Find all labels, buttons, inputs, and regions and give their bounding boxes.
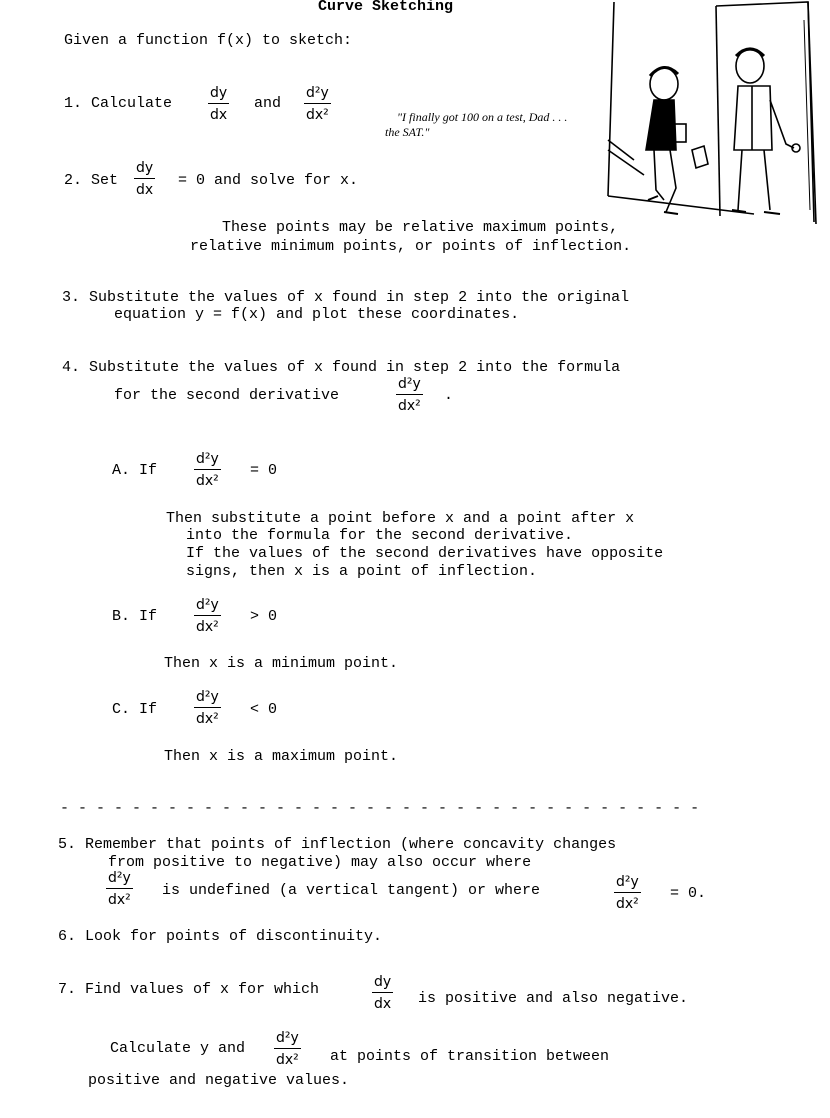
step4-d2y-dx2-fraction [396,376,423,414]
fraction-numerator: dy [134,160,155,179]
fraction-denominator: dx² [196,473,219,489]
case-b-condition: > 0 [250,608,278,625]
case-c-text: Then x is a maximum point. [164,748,399,765]
fraction-denominator: dx² [196,711,219,727]
case-c-fraction [194,689,221,727]
page-title: Curve Sketching [318,0,454,15]
fraction-numerator: d²y [304,85,331,104]
step7-line1b: is positive and also negative. [418,990,689,1007]
step7-calc-b: at points of transition between [330,1048,610,1065]
fraction-numerator: d²y [614,874,641,893]
fraction-denominator: dx² [196,619,219,635]
fraction-numerator: d²y [194,689,221,708]
fraction-numerator: d²y [194,451,221,470]
step1-and: and [254,95,282,112]
step2-note-line2: relative minimum points, or points of inflection. [190,238,632,255]
fraction-denominator: dx² [108,892,131,908]
step4-line2: for the second derivative [114,387,340,404]
fraction-numerator: d²y [194,597,221,616]
dashed-divider: - - - - - - - - - - - - - - - - - - - - - - - - - - - - - - - - - - - - [60,800,700,817]
cartoon-caption-line1: "I finally got 100 on a test, Dad . . . [397,110,568,124]
fraction-denominator: dx² [398,398,421,414]
step5-d2y-dx2-fraction [106,870,133,908]
case-a-label: A. If [112,462,158,479]
case-b-fraction [194,597,221,635]
step2-note-line1: These points may be relative maximum points, [222,219,619,236]
case-c-condition: < 0 [250,701,278,718]
step4-period: . [444,387,454,404]
case-a-text1: Then substitute a point before x and a point after x [166,510,635,527]
fraction-numerator: d²y [396,376,423,395]
cartoon-caption [385,110,615,140]
step7-calc-a: Calculate y and [110,1040,246,1057]
case-a-text3: If the values of the second derivatives have opposite [186,545,664,562]
step2-equation: = 0 and solve for x. [178,172,359,189]
case-c-label: C. If [112,701,158,718]
fraction-numerator: dy [208,85,229,104]
case-a-text2: into the formula for the second derivative. [186,527,574,544]
fraction-numerator: d²y [106,870,133,889]
step2-label: 2. Set [64,172,119,189]
fraction-denominator: dx² [616,896,639,912]
step7-line3: positive and negative values. [88,1072,350,1089]
fraction-denominator: dx [210,107,228,123]
step2-dy-dx-fraction [134,160,155,198]
fraction-denominator: dx² [306,107,329,123]
step5-end: = 0. [670,885,707,902]
step5-mid: is undefined (a vertical tangent) or where [162,882,541,899]
case-b-text: Then x is a minimum point. [164,655,399,672]
cartoon-caption-line2: the SAT." [385,125,430,139]
fraction-denominator: dx [374,996,392,1012]
step7-d2y-dx2-fraction [274,1030,301,1068]
step3-line2: equation y = f(x) and plot these coordinates. [114,306,520,323]
fraction-numerator: d²y [274,1030,301,1049]
step6-text: 6. Look for points of discontinuity. [58,928,383,945]
case-a-fraction [194,451,221,489]
case-b-label: B. If [112,608,158,625]
step1-d2y-dx2-fraction [304,85,331,123]
cartoon-illustration [604,0,826,226]
step7-line1a: 7. Find values of x for which [58,981,320,998]
case-a-condition: = 0 [250,462,278,479]
fraction-denominator: dx [136,182,154,198]
step4-line1: 4. Substitute the values of x found in step 2 into the formula [62,359,621,376]
fraction-denominator: dx² [276,1052,299,1068]
intro-text: Given a function f(x) to sketch: [64,32,353,49]
step1-label: 1. Calculate [64,95,173,112]
case-a-text4: signs, then x is a point of inflection. [186,563,538,580]
step5-second-fraction [614,874,641,912]
step7-dy-dx-fraction [372,974,393,1012]
fraction-numerator: dy [372,974,393,993]
step5-line1: 5. Remember that points of inflection (where concavity changes [58,836,617,853]
step5-line2: from positive to negative) may also occur where [108,854,532,871]
step1-dy-dx-fraction [208,85,229,123]
step3-line1: 3. Substitute the values of x found in step 2 into the original [62,289,630,306]
